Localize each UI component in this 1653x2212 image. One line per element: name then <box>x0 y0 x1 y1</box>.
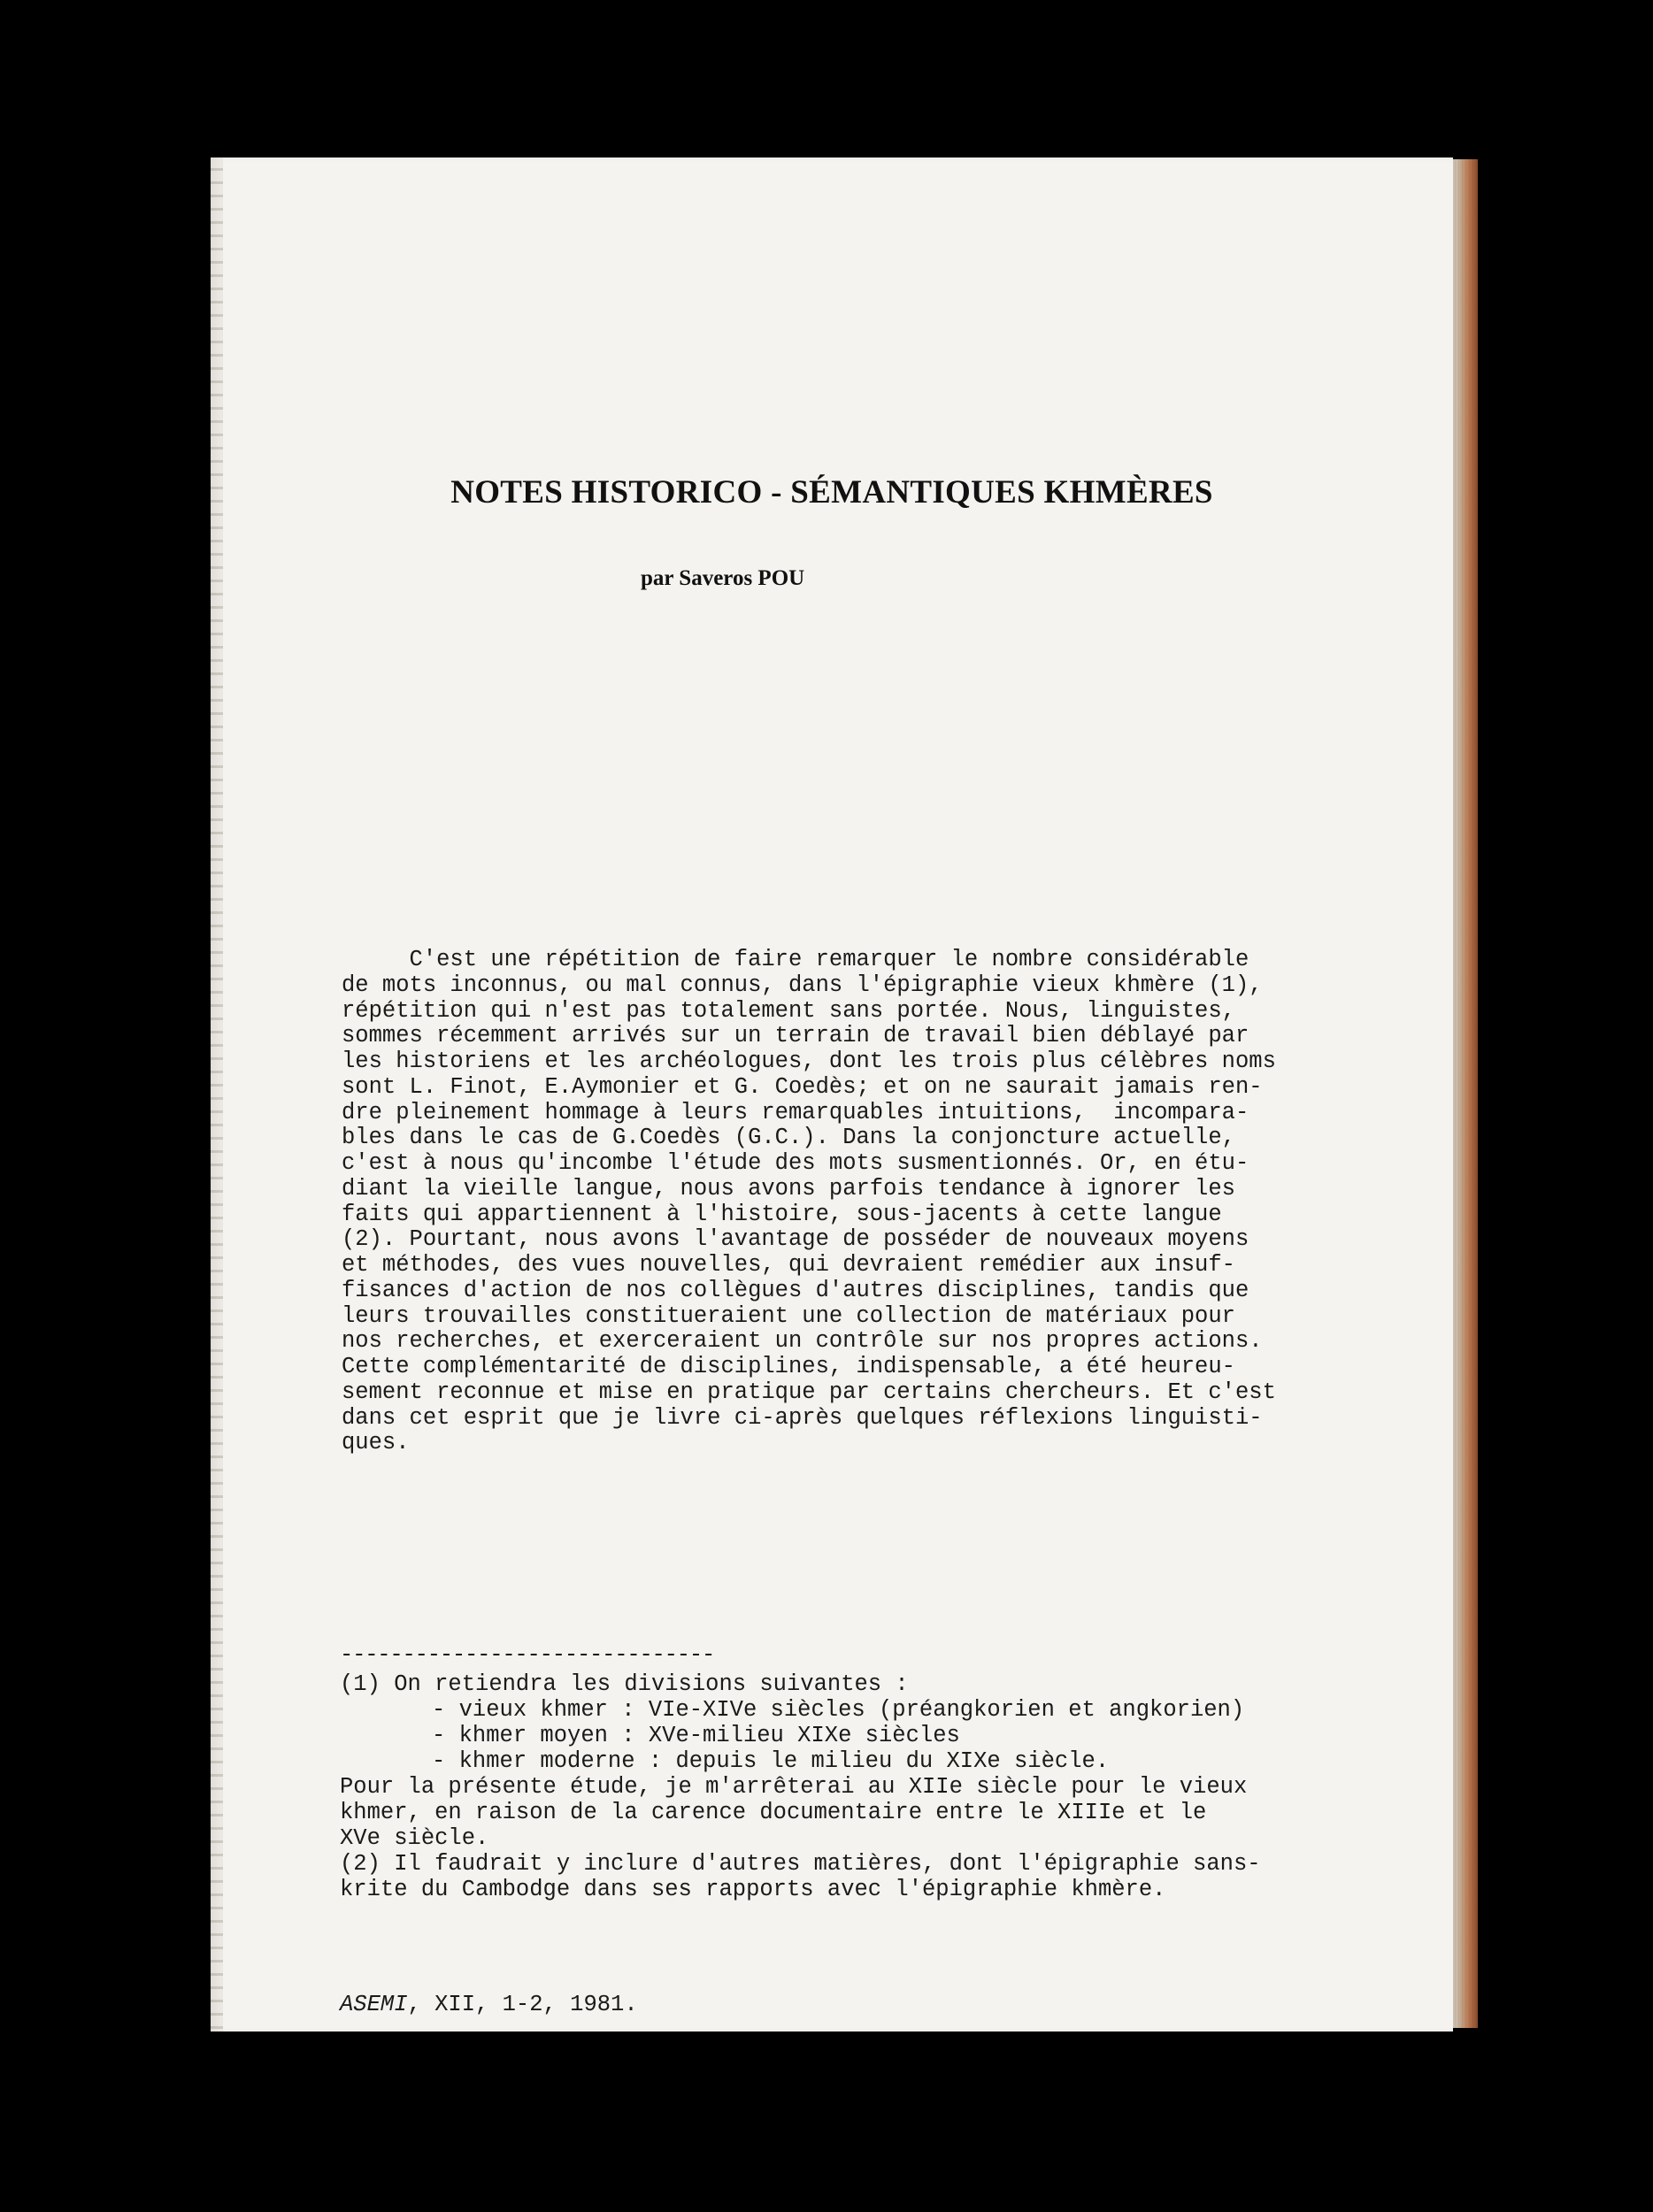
footnote-line: Pour la présente étude, je m'arrêterai au XIIe siècle pour le vieux <box>340 1774 1248 1800</box>
body-line: de mots inconnus, ou mal connus, dans l'épigraphie vieux khmère (1), <box>342 972 1263 998</box>
body-line: répétition qui n'est pas totalement sans portée. Nous, linguistes, <box>342 997 1235 1024</box>
body-line: nos recherches, et exerceraient un contrôle sur nos propres actions. <box>342 1328 1263 1355</box>
journal-page <box>211 157 1453 2032</box>
footnote-line: - khmer moyen : XVe-milieu XIXe siècles <box>432 1723 960 1748</box>
binding-edge <box>211 157 223 2032</box>
body-line: dans cet esprit que je livre ci-après quelques réflexions linguisti- <box>342 1404 1263 1431</box>
body-line: bles dans le cas de G.Coedès (G.C.). Dans la conjoncture actuelle, <box>342 1125 1235 1151</box>
body-line: (2). Pourtant, nous avons l'avantage de posséder de nouveaux moyens <box>342 1226 1249 1253</box>
body-line: faits qui appartiennent à l'histoire, sous-jacents à cette langue <box>342 1201 1222 1227</box>
body-line: sont L. Finot, E.Aymonier et G. Coedès; et on ne saurait jamais ren- <box>342 1073 1263 1100</box>
body-line: dre pleinement hommage à leurs remarquables intuitions, incompara- <box>342 1099 1249 1125</box>
body-line: c'est à nous qu'incombe l'étude des mots susmentionnés. Or, en étu- <box>342 1150 1249 1176</box>
footnote-line: XVe siècle. <box>340 1825 489 1851</box>
footnote-line: krite du Cambodge dans ses rapports avec l'épigraphie khmère. <box>340 1877 1166 1902</box>
footnotes <box>340 1671 1278 1902</box>
body-line: C'est une répétition de faire remarquer le nombre considérable <box>342 947 1249 972</box>
article-body <box>342 947 1276 1456</box>
journal-name: ASEMI <box>340 1992 408 2017</box>
body-line: fisances d'action de nos collègues d'autres disciplines, tandis que <box>342 1277 1249 1303</box>
footnote-line: khmer, en raison de la carence documentaire entre le XIIIe et le <box>340 1800 1207 1825</box>
body-line: leurs trouvailles constitueraient une collection de matériaux pour <box>342 1302 1235 1329</box>
footnote-line: (1) On retiendra les divisions suivantes : <box>340 1671 909 1697</box>
body-line: ques. <box>342 1430 410 1456</box>
footnote-line: (2) Il faudrait y inclure d'autres matières, dont l'épigraphie sans- <box>340 1851 1261 1877</box>
footnote-line: - khmer moderne : depuis le milieu du XIXe siècle. <box>432 1748 1110 1774</box>
body-line: les historiens et les archéologues, dont les trois plus célèbres noms <box>342 1048 1276 1074</box>
article-author: par Saveros POU <box>641 566 805 590</box>
journal-volume-year: , XII, 1-2, 1981. <box>407 1992 638 2017</box>
footnote-separator: ------------------------------ <box>340 1642 715 1668</box>
body-line: Cette complémentarité de disciplines, indispensable, a été heureu- <box>342 1354 1235 1379</box>
body-line: sommes récemment arrivés sur un terrain de travail bien déblayé par <box>342 1023 1249 1049</box>
journal-citation <box>340 1992 638 2017</box>
body-line: sement reconnue et mise en pratique par certains chercheurs. Et c'est <box>342 1379 1276 1405</box>
footnote-line: - vieux khmer : VIe-XIVe siècles (préangkorien et angkorien) <box>432 1697 1245 1723</box>
article-title: NOTES HISTORICO - SÉMANTIQUES KHMÈRES <box>450 474 1213 511</box>
body-line: et méthodes, des vues nouvelles, qui devraient remédier aux insuf- <box>342 1252 1235 1278</box>
body-line: diant la vieille langue, nous avons parfois tendance à ignorer les <box>342 1175 1235 1202</box>
